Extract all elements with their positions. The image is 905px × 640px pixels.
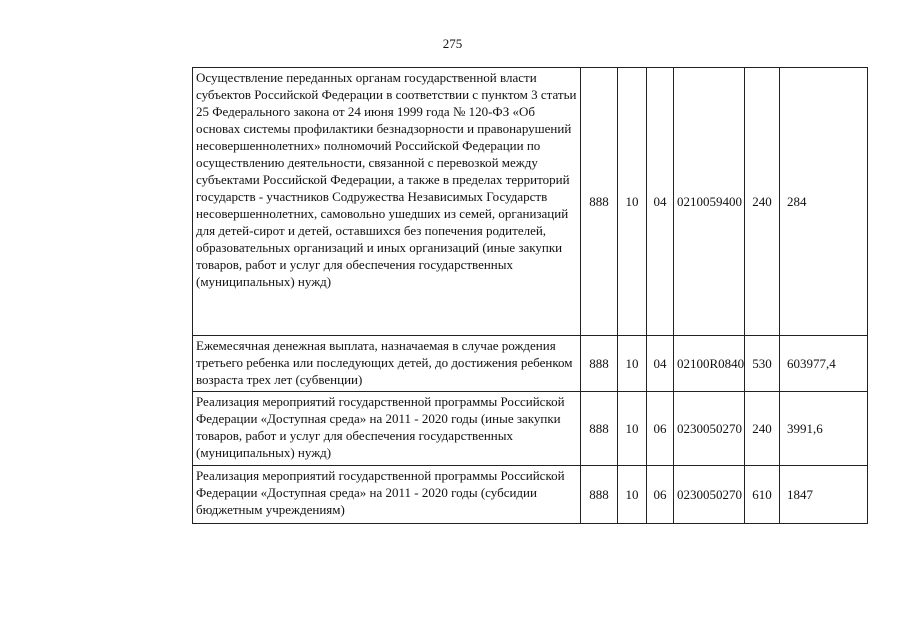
row-amount: 284 (780, 68, 868, 336)
row-admin-code: 888 (581, 336, 618, 392)
row-expense-type: 530 (745, 336, 780, 392)
row-target-code: 0210059400 (674, 68, 745, 336)
row-section-code: 10 (618, 392, 647, 466)
row-admin-code: 888 (581, 466, 618, 524)
row-description: Ежемесячная денежная выплата, назначаемая в случае рождения третьего ребенка или последующих детей, до достижения ребенком возраста трех лет (субвенции) (193, 336, 581, 392)
row-subsection-code: 06 (647, 392, 674, 466)
table-row (193, 466, 868, 524)
row-description: Реализация мероприятий государственной программы Российской Федерации «Доступная среда» на 2011 - 2020 годы (субсидии бюджетным учреждениям) (193, 466, 581, 524)
row-section-code: 10 (618, 466, 647, 524)
row-description: Реализация мероприятий государственной программы Российской Федерации «Доступная среда» на 2011 - 2020 годы (иные закупки товаров, работ и услуг для обеспечения государственных (муниципальных) нужд) (193, 392, 581, 466)
table-row (193, 336, 868, 392)
row-admin-code: 888 (581, 68, 618, 336)
table-row (193, 392, 868, 466)
row-expense-type: 240 (745, 392, 780, 466)
budget-table (192, 67, 868, 524)
row-amount: 603977,4 (780, 336, 868, 392)
row-subsection-code: 04 (647, 68, 674, 336)
row-admin-code: 888 (581, 392, 618, 466)
row-expense-type: 240 (745, 68, 780, 336)
row-amount: 1847 (780, 466, 868, 524)
row-target-code: 02100R0840 (674, 336, 745, 392)
row-subsection-code: 06 (647, 466, 674, 524)
row-subsection-code: 04 (647, 336, 674, 392)
row-target-code: 0230050270 (674, 466, 745, 524)
row-section-code: 10 (618, 68, 647, 336)
row-expense-type: 610 (745, 466, 780, 524)
row-target-code: 0230050270 (674, 392, 745, 466)
row-amount: 3991,6 (780, 392, 868, 466)
table-row (193, 68, 868, 336)
row-section-code: 10 (618, 336, 647, 392)
page-number: 275 (442, 36, 463, 51)
row-description: Осуществление переданных органам государственной власти субъектов Российской Федерации в соответствии с пунктом 3 статьи 25 Федерального закона от 24 июня 1999 года № 120-ФЗ «Об основах системы профилактики безнадзорности и правонарушений несовершеннолетних» полномочий Российской Федерации по осуществлению деятельности, связанной с перевозкой между субъектами Российской Федерации, а также в пределах территорий государств - участников Содружества Независимых Государств несовершеннолетних, самовольно ушедших из семей, организаций для детей-сирот и детей, оставшихся без попечения родителей, образовательных организаций и иных организаций (иные закупки товаров, работ и услуг для обеспечения государственных (муниципальных) нужд) (193, 68, 581, 336)
